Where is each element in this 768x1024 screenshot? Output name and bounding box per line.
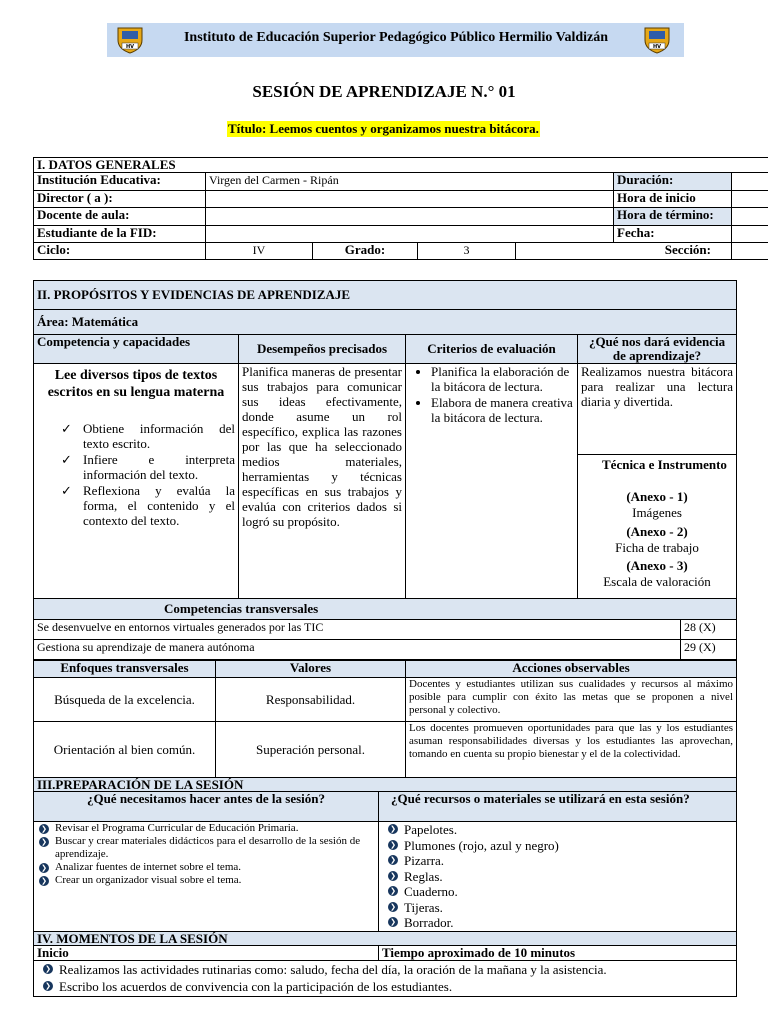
moments-table [33,931,737,997]
bullet-arrow-icon: ❯ [388,840,398,850]
start-time-value [732,191,768,208]
transversal-item-code: 29 (X) [681,640,737,660]
resource-item: ❯ Cuaderno. [386,884,733,900]
col-enfoque: Enfoques transversales [34,661,216,678]
bullet-arrow-icon: ❯ [388,917,398,927]
director-label: Director ( a ): [34,191,206,208]
transversal-table [33,598,737,660]
student-fid-value [206,226,614,243]
tiempo-label: Tiempo aproximado de 10 minutos [379,946,737,961]
preparation-section-title: III.PREPARACIÓN DE LA SESIÓN [34,778,737,792]
duration-value [732,173,768,191]
accion-cell: Docentes y estudiantes utilizan sus cualidades y recursos al máximo posible para cumplir con éxito las metas que se proponen a nivel personal y colectivo. [406,678,737,722]
logo-left-text: HV [125,44,135,50]
bullet-arrow-icon: ❯ [39,863,49,873]
col-evidencia: ¿Qué nos dará evidencia de aprendizaje? [578,335,737,364]
institution-value: Virgen del Carmen - Ripán [206,173,614,191]
enfoques-table [33,660,737,778]
logo-right-text: HV [652,44,662,50]
capacidad-item: ✓ Infiere e interpreta información del texto. [41,452,235,482]
purposes-section-title: II. PROPÓSITOS Y EVIDENCIAS DE APRENDIZAJE [34,281,737,310]
criterio-item: • Planifica la elaboración de la bitácora de lectura. [431,364,574,394]
criterio-item: • Elabora de manera creativa la bitácora de lectura. [431,395,574,425]
desempeno-text: Planifica maneras de presentar sus trabajos para comunicar sus ideas efectivamente, donde asume un rol específico, explica las razones por las que ha seleccionado medios materiales, herramientas y técnicas específicas en sus trabajos y evalúa con criterios dados si logró su propósito. [239,364,406,599]
bullet-arrow-icon: ❯ [388,871,398,881]
before-item: ❯ Crear un organizador visual sobre el tema. [37,874,375,887]
valor-cell: Responsabilidad. [216,678,406,722]
general-data-table [33,157,768,260]
competencia-text: Lee diversos tipos de textos escritos en su lengua materna [47,368,225,400]
anexo-desc: Imágenes [632,505,682,520]
section-label: Sección: [516,243,732,260]
bullet-arrow-icon: ❯ [39,837,49,847]
anexo-label: (Anexo - 1) [626,489,688,504]
anexo-label: (Anexo - 2) [626,524,688,539]
bullet-arrow-icon: ❯ [39,876,49,886]
grade-value: 3 [418,243,516,260]
anexo-desc: Ficha de trabajo [615,540,699,555]
moment-item: ❯ Realizamos las actividades rutinarias como: saludo, fecha del día, la oración de la mañana y la asistencia. [41,961,733,978]
moment-item: ❯ Escribo los acuerdos de convivencia con la participación de los estudiantes. [41,978,733,995]
date-label: Fecha: [614,226,732,243]
date-value [732,226,768,243]
capacidad-item: ✓ Obtiene información del texto escrito. [41,421,235,451]
duration-label: Duración: [614,173,732,191]
end-time-value [732,208,768,226]
anexos-block [578,489,736,590]
tecnica-label: Técnica e Instrumento [602,457,727,472]
resources-list [382,822,733,931]
col-before: ¿Qué necesitamos hacer antes de la sesión? [34,792,379,822]
resource-item: ❯ Borrador. [386,915,733,931]
anexo-label: (Anexo - 3) [626,558,688,573]
grade-label: Grado: [313,243,418,260]
capacidades-list [37,421,235,528]
teacher-value [206,208,614,226]
logo-left-shield-icon [113,23,147,55]
session-topic: Título: Leemos cuentos y organizamos nuestra bitácora. [228,121,539,136]
director-value [206,191,614,208]
student-fid-label: Estudiante de la FID: [34,226,206,243]
transversal-item-text: Se desenvuelve en entornos virtuales generados por las TIC [34,620,681,640]
transversal-item-text: Gestiona su aprendizaje de manera autónoma [34,640,681,660]
purposes-table [33,280,737,599]
resource-item: ❯ Tijeras. [386,900,733,916]
col-valores: Valores [216,661,406,678]
valor-cell: Superación personal. [216,722,406,778]
criterios-list [409,364,574,425]
bullet-arrow-icon: ❯ [388,855,398,865]
resource-item: ❯ Papelotes. [386,822,733,838]
transversal-title: Competencias transversales [34,599,737,620]
end-time-label: Hora de término: [614,208,732,226]
bullet-arrow-icon: ❯ [388,902,398,912]
preparation-table [33,777,737,932]
anexo-desc: Escala de valoración [603,574,711,589]
bullet-arrow-icon: ❯ [43,981,53,991]
enfoque-cell: Búsqueda de la excelencia. [34,678,216,722]
transversal-item-code: 28 (X) [681,620,737,640]
col-desempenos: Desempeños precisados [239,335,406,364]
moments-list [37,961,733,995]
general-section-title: I. DATOS GENERALES [34,158,768,173]
resource-item: ❯ Pizarra. [386,853,733,869]
bullet-arrow-icon: ❯ [39,824,49,834]
before-item: ❯ Analizar fuentes de internet sobre el tema. [37,861,375,874]
col-acciones: Acciones observables [406,661,737,678]
capacidad-item: ✓ Reflexiona y evalúa la forma, el contenido y el contexto del texto. [41,483,235,528]
area-label: Área: Matemática [34,310,737,335]
section-value [732,243,768,260]
moments-section-title: IV. MOMENTOS DE LA SESIÓN [34,932,737,946]
col-criterios: Criterios de evaluación [406,335,578,364]
before-item: ❯ Revisar el Programa Curricular de Educación Primaria. [37,822,375,835]
bullet-arrow-icon: ❯ [43,964,53,974]
col-competencia: Competencia y capacidades [34,335,239,364]
col-resources: ¿Qué recursos o materiales se utilizará en esta sesión? [379,792,737,822]
before-item: ❯ Buscar y crear materiales didácticos para el desarrollo de la sesión de aprendizaje. [37,835,375,861]
enfoque-cell: Orientación al bien común. [34,722,216,778]
institution-label: Institución Educativa: [34,173,206,191]
teacher-label: Docente de aula: [34,208,206,226]
inicio-label: Inicio [34,946,379,961]
institution-name: Instituto de Educación Superior Pedagógico Público Hermilio Valdizán [183,30,609,45]
cycle-label: Ciclo: [34,243,206,260]
start-time-label: Hora de inicio [614,191,732,208]
cycle-value: IV [206,243,313,260]
session-title: SESIÓN DE APRENDIZAJE N.° 01 [252,82,516,101]
accion-cell: Los docentes promueven oportunidades para que las y los estudiantes asuman responsabilidades diversas y los estudiantes las aprovechan, tomando en cuenta su propio bienestar y el de la colectividad. [406,722,737,778]
bullet-arrow-icon: ❯ [388,886,398,896]
bullet-arrow-icon: ❯ [388,824,398,834]
resource-item: ❯ Reglas. [386,869,733,885]
evidencia-text: Realizamos nuestra bitácora para realizar una lectura diaria y divertida. [578,364,736,455]
resource-item: ❯ Plumones (rojo, azul y negro) [386,838,733,854]
before-list [37,822,375,887]
